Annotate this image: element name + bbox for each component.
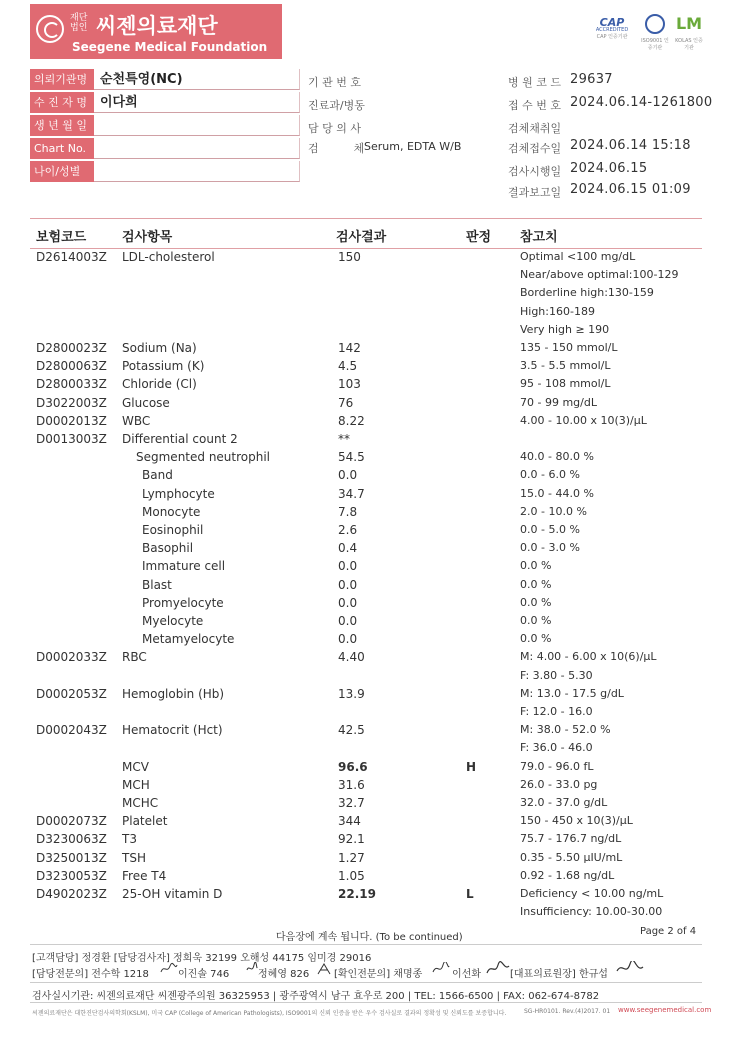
- row-result: 344: [338, 814, 361, 829]
- row-item: Myelocyte: [142, 614, 204, 628]
- seegene-logo-icon: [36, 15, 64, 43]
- signature-icon: [246, 962, 258, 976]
- row-item: Differential count 2: [122, 432, 238, 446]
- row-result: 32.7: [338, 796, 365, 810]
- row-result: 150: [338, 250, 361, 264]
- row-reference: 0.0 - 5.0 %: [520, 523, 580, 536]
- row-item: Basophil: [142, 541, 194, 556]
- row-reference: 0.35 - 5.50 μIU/mL: [520, 850, 623, 864]
- row-reference: 79.0 - 96.0 fL: [520, 759, 594, 773]
- row-item: Segmented neutrophil: [136, 450, 271, 465]
- footer-form-code: SG-HR0101. Rev.(4)2017. 01: [524, 1008, 611, 1015]
- row-result: 92.1: [338, 832, 365, 847]
- row-result: 31.6: [338, 777, 365, 792]
- iso-cert-label: ISO9001 인증기관: [641, 38, 669, 51]
- website-link[interactable]: www.seegenemedical.com: [618, 1006, 712, 1014]
- value-chart-no: [94, 138, 300, 159]
- iso-cert-icon: [640, 14, 670, 51]
- col-header-result: 검사결과: [336, 230, 387, 245]
- row-result: 0.0: [338, 559, 358, 574]
- value-report-date: 2024.06.15 01:09: [570, 182, 691, 197]
- row-reference: 70 - 99 mg/dL: [520, 395, 597, 409]
- row-code: D2800033Z: [36, 377, 107, 392]
- row-code: D0002053Z: [36, 686, 107, 701]
- row-reference: High:160-189: [520, 304, 595, 318]
- signature-icon: [160, 962, 178, 976]
- row-item: TSH: [122, 850, 146, 865]
- row-result: 0.4: [338, 541, 358, 556]
- row-result: 34.7: [338, 486, 365, 501]
- row-reference: Deficiency < 10.00 ng/mL: [520, 887, 664, 900]
- footer-rule-1: [30, 944, 702, 945]
- col-header-flag: 판정: [466, 230, 492, 245]
- row-item: Hemoglobin (Hb): [122, 686, 225, 701]
- col-header-code: 보험코드: [36, 230, 87, 245]
- org-name-en: Seegene Medical Foundation: [72, 40, 268, 54]
- signature-icon: [486, 961, 510, 977]
- row-item: WBC: [122, 413, 151, 428]
- row-result: 4.40: [338, 650, 365, 665]
- row-item: Monocyte: [142, 504, 201, 519]
- footer-confirm-specialist: [확인전문의] 채명종: [334, 969, 423, 980]
- row-reference: 135 - 150 mmol/L: [520, 341, 618, 354]
- col-header-item: 검사항목: [122, 230, 173, 245]
- row-reference: 2.0 - 10.0 %: [520, 504, 587, 518]
- row-reference: Near/above optimal:100-129: [520, 268, 679, 282]
- row-reference: 0.0 - 6.0 %: [520, 468, 580, 482]
- label-age-sex: 나이/성별: [30, 161, 94, 182]
- row-reference: Very high ≥ 190: [520, 322, 610, 336]
- value-patient-name: 이다희: [94, 92, 300, 113]
- row-result: 1.27: [338, 850, 365, 865]
- row-result: **: [338, 432, 350, 446]
- row-reference: 3.5 - 5.5 mmol/L: [520, 359, 611, 373]
- row-item: Metamyelocyte: [142, 632, 235, 647]
- row-reference: Optimal <100 mg/dL: [520, 250, 636, 263]
- value-specimen: Serum, EDTA W/B: [364, 140, 462, 153]
- footer-rule-2: [30, 982, 702, 983]
- row-code: D0002073Z: [36, 814, 107, 829]
- row-item: 25-OH vitamin D: [122, 887, 223, 901]
- row-reference: 0.0 %: [520, 632, 552, 646]
- label-hospital-code: 병 원 코 드: [508, 76, 561, 89]
- signature-icon: [432, 962, 450, 976]
- row-code: D3022003Z: [36, 395, 107, 410]
- row-item: Hematocrit (Hct): [122, 723, 223, 738]
- value-receipt-no: 2024.06.14-1261800: [570, 95, 713, 110]
- row-code: D2800023Z: [36, 341, 107, 355]
- row-result: 96.6: [338, 759, 368, 774]
- label-receipt-no: 접 수 번 호: [508, 99, 561, 112]
- table-header-bottom-rule: [30, 248, 702, 249]
- row-reference: 0.0 %: [520, 577, 552, 591]
- row-item: Platelet: [122, 814, 168, 829]
- row-code: D4902023Z: [36, 887, 107, 901]
- footer-director: [대표의료원장] 한규섭: [510, 969, 608, 980]
- row-result: 4.5: [338, 359, 358, 374]
- row-result: 76: [338, 395, 354, 410]
- row-code: D0002013Z: [36, 413, 107, 428]
- footer-specialist-c: 정혜영 826: [258, 969, 310, 980]
- cap-cert-sub: ACCREDITED: [595, 27, 629, 33]
- label-birth-date: 생 년 월 일: [30, 115, 94, 136]
- label-department: 진료과/병동: [308, 99, 365, 112]
- row-item: Free T4: [122, 868, 167, 883]
- row-item: MCHC: [122, 796, 159, 810]
- label-receive-date: 검체접수일: [508, 142, 562, 155]
- row-item: Sodium (Na): [122, 341, 197, 355]
- row-result: 142: [338, 341, 361, 355]
- row-result: 8.22: [338, 413, 365, 428]
- row-result: 2.6: [338, 523, 358, 537]
- row-reference: F: 36.0 - 46.0: [520, 741, 593, 755]
- cap-cert-name: CAP: [599, 16, 625, 29]
- row-reference: 40.0 - 80.0 %: [520, 450, 594, 464]
- signature-icon: [616, 961, 644, 977]
- footer-institution-line: 검사실시기관: 씨젠의료재단 씨젠광주의원 36325953 | 광주광역시 남구 효우로 200 | TEL: 1566-6500 | FAX: 062-674-8782: [32, 991, 600, 1002]
- label-institution-no: 기 관 번 호: [308, 76, 361, 89]
- row-reference: Insufficiency: 10.00-30.00: [520, 905, 663, 919]
- footer-cert-note: 씨젠의료재단은 대한진단검사의학회(KSLM), 미국 CAP (College of American Pathologists), ISO9001의 신뢰 인증을 받은 우수 검사실로 결과의 정확성 및 신뢰도를 보증합니다.: [32, 1010, 507, 1017]
- row-reference: 0.0 %: [520, 595, 552, 609]
- row-result: 0.0: [338, 632, 358, 647]
- label-requesting-org: 의뢰기관명: [30, 69, 94, 90]
- row-code: D3230063Z: [36, 832, 107, 847]
- row-reference: 26.0 - 33.0 pg: [520, 777, 598, 791]
- row-result: 22.19: [338, 887, 376, 901]
- value-age-sex: [94, 161, 300, 182]
- row-item: Band: [142, 468, 173, 483]
- row-result: 0.0: [338, 577, 358, 592]
- value-receive-date: 2024.06.14 15:18: [570, 138, 691, 153]
- row-reference: F: 12.0 - 16.0: [520, 705, 593, 718]
- row-result: 0.0: [338, 614, 358, 628]
- row-reference: 32.0 - 37.0 g/dL: [520, 796, 608, 809]
- label-report-date: 결과보고일: [508, 186, 562, 199]
- row-item: Lymphocyte: [142, 486, 215, 501]
- kolas-cert-name: LM: [675, 14, 703, 33]
- label-patient-name: 수 진 자 명: [30, 92, 94, 113]
- label-specimen: 검 체: [308, 142, 365, 155]
- row-item: MCH: [122, 777, 150, 792]
- row-item: LDL-cholesterol: [122, 250, 215, 264]
- row-reference: Borderline high:130-159: [520, 286, 654, 300]
- row-code: D3230053Z: [36, 868, 107, 883]
- label-chart-no: Chart No.: [30, 138, 94, 159]
- row-result: 54.5: [338, 450, 365, 465]
- row-code: D0013003Z: [36, 432, 107, 446]
- row-reference: 95 - 108 mmol/L: [520, 377, 611, 391]
- label-test-date: 검사시행일: [508, 165, 562, 178]
- footer-staff-line: [고객담당] 정경환 [담당검사자] 정희욱 32199 오해성 44175 임미경 29016: [32, 953, 372, 964]
- cap-cert-label: CAP 인증기관: [596, 34, 628, 40]
- row-item: Blast: [142, 577, 172, 592]
- value-test-date: 2024.06.15: [570, 161, 648, 176]
- org-prefix: 재단 법인: [70, 13, 88, 33]
- row-item: T3: [122, 832, 137, 847]
- row-code: D2800063Z: [36, 359, 107, 374]
- row-code: D0002033Z: [36, 650, 107, 665]
- cap-cert-icon: [592, 16, 632, 46]
- row-item: RBC: [122, 650, 147, 665]
- row-reference: 4.00 - 10.00 x 10(3)/μL: [520, 413, 647, 427]
- row-code: D0002043Z: [36, 723, 107, 738]
- footer-specialist-e: 이선화: [452, 969, 481, 980]
- row-reference: F: 3.80 - 5.30: [520, 668, 593, 682]
- kolas-cert-icon: [674, 14, 704, 51]
- row-result: 7.8: [338, 504, 358, 519]
- row-reference: M: 38.0 - 52.0 %: [520, 723, 611, 737]
- row-result: 0.0: [338, 468, 358, 483]
- row-item: Immature cell: [142, 559, 226, 574]
- row-code: D2614003Z: [36, 250, 107, 264]
- page-number: Page 2 of 4: [640, 926, 697, 937]
- footer-specialist-a: [담당전문의] 전수학 1218: [32, 969, 149, 980]
- row-reference: 0.0 %: [520, 559, 552, 573]
- row-item: Eosinophil: [142, 523, 204, 537]
- row-item: Potassium (K): [122, 359, 205, 374]
- row-code: D3250013Z: [36, 850, 107, 865]
- table-header-top-rule: [30, 218, 702, 219]
- row-reference: M: 13.0 - 17.5 g/dL: [520, 686, 624, 700]
- row-item: Promyelocyte: [142, 595, 224, 610]
- row-item: MCV: [122, 759, 149, 774]
- row-reference: 0.92 - 1.68 ng/dL: [520, 868, 615, 882]
- row-result: 103: [338, 377, 361, 392]
- row-flag: L: [466, 887, 474, 901]
- label-doctor: 담 당 의 사: [308, 122, 361, 135]
- row-reference: 75.7 - 176.7 ng/dL: [520, 832, 622, 846]
- label-collection-date: 검체채취일: [508, 122, 562, 135]
- row-reference: 0.0 - 3.0 %: [520, 541, 580, 555]
- footer-specialist-b: 이진솔 746: [178, 969, 230, 980]
- row-result: 1.05: [338, 868, 365, 883]
- row-reference: 15.0 - 44.0 %: [520, 486, 594, 500]
- row-result: 13.9: [338, 686, 365, 701]
- value-birth-date: [94, 115, 300, 136]
- value-hospital-code: 29637: [570, 72, 613, 87]
- row-item: Chloride (Cl): [122, 377, 197, 392]
- org-name-ko: 씨젠의료재단: [96, 14, 218, 38]
- row-reference: 0.0 %: [520, 614, 552, 627]
- row-reference: M: 4.00 - 6.00 x 10(6)/μL: [520, 650, 657, 664]
- kolas-cert-label: KOLAS 인증기관: [675, 38, 703, 51]
- footer-rule-3: [30, 1002, 702, 1003]
- continued-note: 다음장에 계속 됩니다. (To be continued): [276, 932, 463, 943]
- row-flag: H: [466, 759, 477, 774]
- col-header-ref: 참고치: [520, 230, 558, 245]
- signature-icon: [316, 962, 332, 976]
- row-result: 0.0: [338, 595, 358, 610]
- row-result: 42.5: [338, 723, 365, 738]
- row-reference: 150 - 450 x 10(3)/μL: [520, 814, 633, 828]
- value-requesting-org: 순천특영(NC): [94, 69, 300, 90]
- row-item: Glucose: [122, 395, 170, 410]
